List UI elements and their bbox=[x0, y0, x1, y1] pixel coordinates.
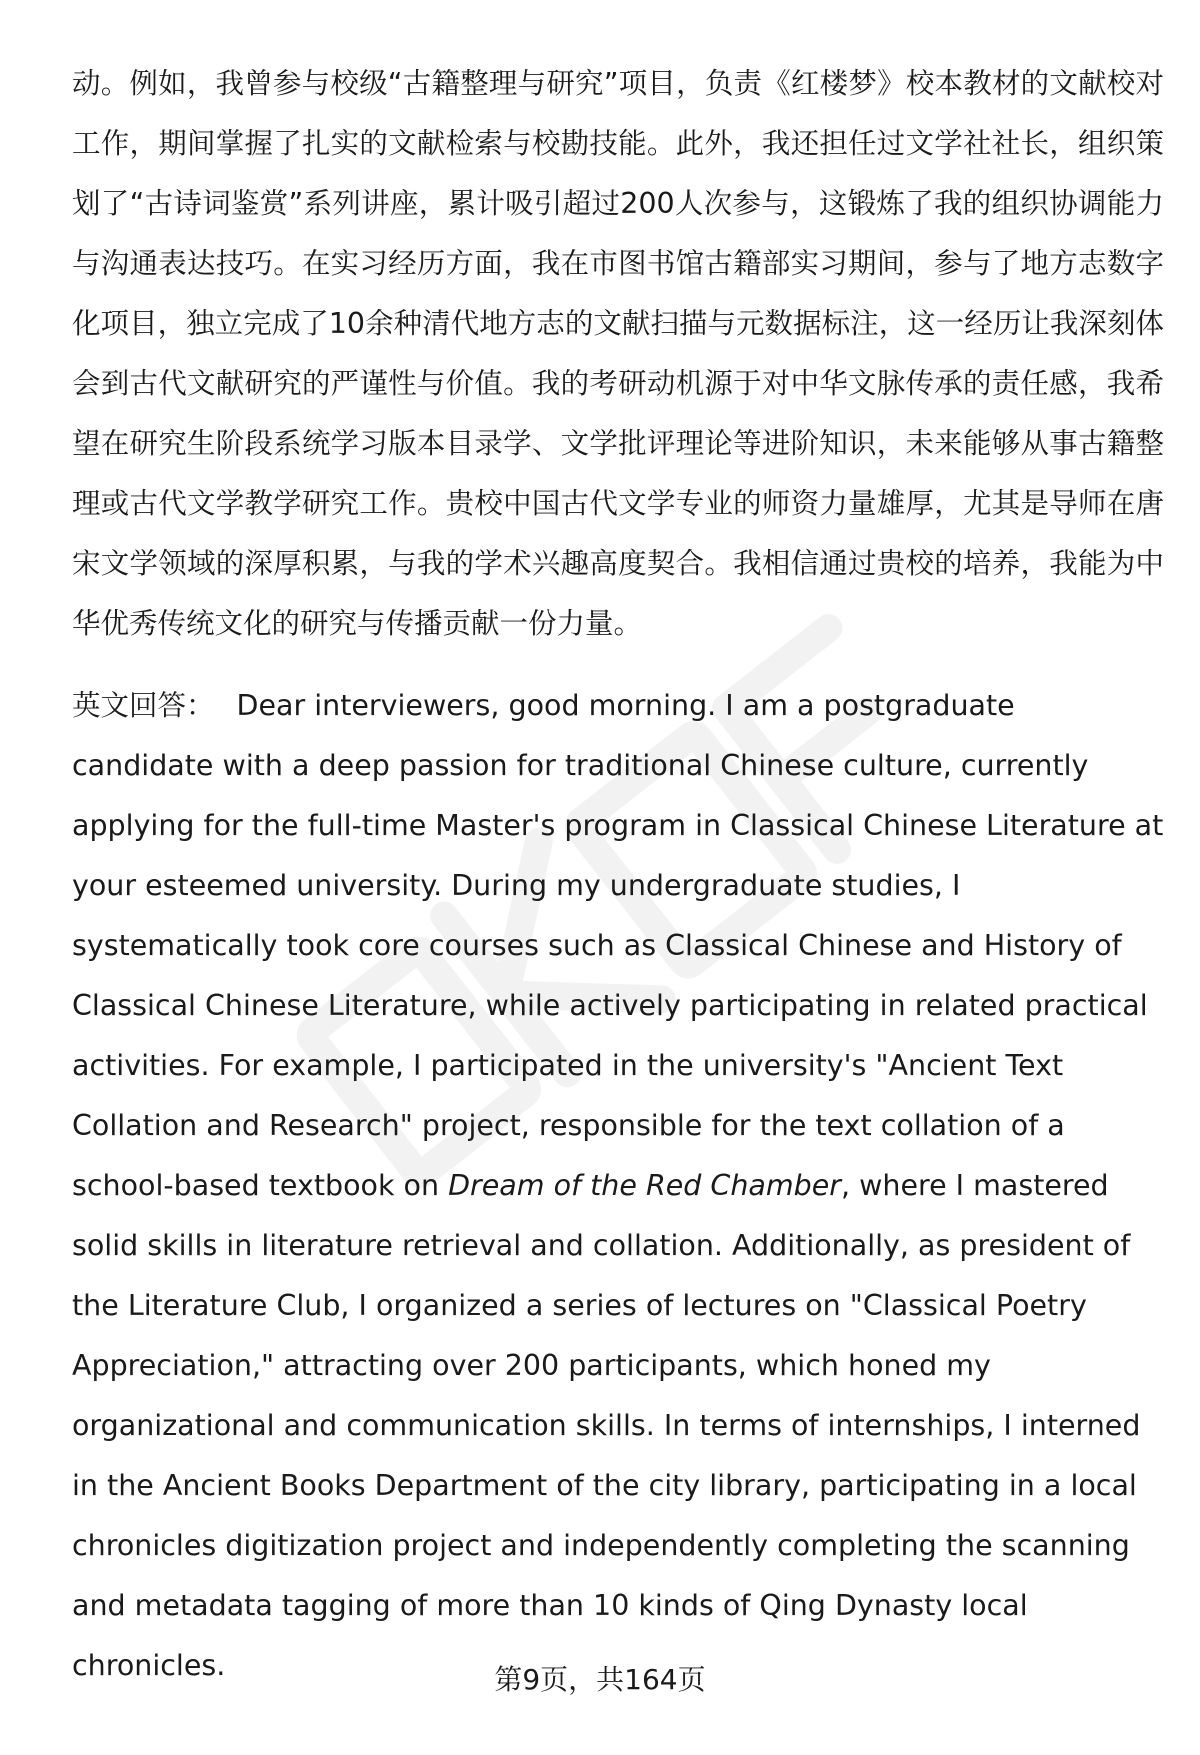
english-answer-label: 英文回答： bbox=[72, 689, 215, 722]
english-answer-text-part2: , where I mastered solid skills in literature retrieval and collation. Additionally, as president of the Literature Club, I organized a series of lectures on "Classical Poetry Appreciation," attracting over 200 participants, which honed my organizational and communication skills. In terms of internships, I interned in the Ancient Books Department of the city library, participating in a local chronicles digitization project and independently completing the scanning and metadata tagging of more than 10 kinds of Qing Dynasty local chronicles. bbox=[72, 1169, 1141, 1682]
chinese-paragraph: 动。例如，我曾参与校级“古籍整理与研究”项目，负责《红楼梦》校本教材的文献校对工作，期间掌握了扎实的文献检索与校勘技能。此外，我还担任过文学社社长，组织策划了“古诗词鉴赏”系列讲座，累计吸引超过200人次参与，这锻炼了我的组织协调能力与沟通表达技巧。在实习经历方面，我在市图书馆古籍部实习期间，参与了地方志数字化项目，独立完成了10余种清代地方志的文献扫描与元数据标注，这一经历让我深刻体会到古代文献研究的严谨性与价值。我的考研动机源于对中华文脉传承的责任感，我希望在研究生阶段系统学习版本目录学、文学批评理论等进阶知识，未来能够从事古籍整理或古代文学教学研究工作。贵校中国古代文学专业的师资力量雄厚，尤其是导师在唐宋文学领域的深厚积累，与我的学术兴趣高度契合。我相信通过贵校的培养，我能为中华优秀传统文化的研究与传播贡献一份力量。 bbox=[72, 67, 1164, 640]
page-footer: 第9页，共164页 bbox=[494, 1663, 706, 1696]
english-answer-paragraph bbox=[72, 676, 1164, 1696]
book-title: Dream of the Red Chamber bbox=[448, 1169, 841, 1202]
english-answer-text-part1: Dear interviewers, good morning. I am a postgraduate candidate with a deep passion for traditional Chinese culture, currently applying for the full-time Master's program in Classical Chinese Literature at your esteemed university. During my undergraduate studies, I systematically took core courses such as Classical Chinese and History of Classical Chinese Literature, while actively participating in related practical activities. For example, I participated in the university's "Ancient Text Collation and Research" project, responsible for the text collation of a school-based textbook on bbox=[72, 689, 1164, 1202]
document-page bbox=[72, 54, 1164, 1696]
